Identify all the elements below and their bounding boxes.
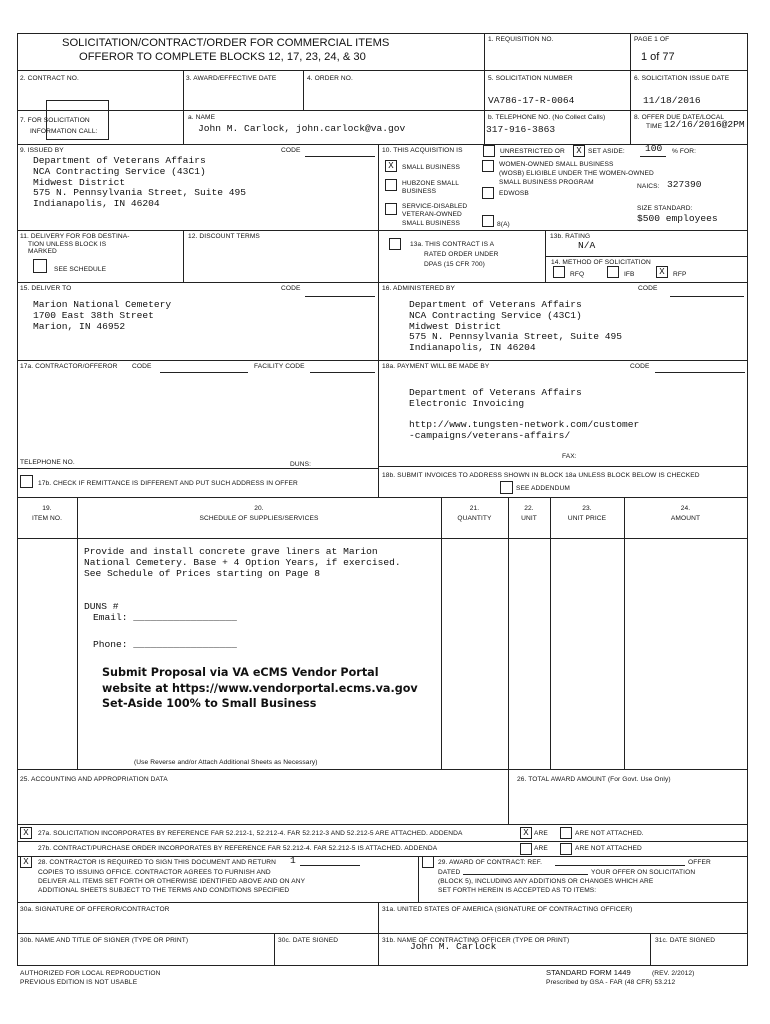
- contact-name[interactable]: John M. Carlock, john.carlock@va.gov: [198, 123, 406, 134]
- fob-label-2: TION UNLESS BLOCK IS: [28, 241, 107, 248]
- col-quantity: QUANTITY: [457, 515, 492, 522]
- addenda-27a-are-not-checkbox[interactable]: [560, 827, 572, 839]
- set-aside-percent[interactable]: 100: [645, 143, 663, 154]
- schedule-phone[interactable]: Phone: __________________: [93, 639, 237, 650]
- fax-label: FAX:: [562, 453, 577, 460]
- eight-a-checkbox[interactable]: [482, 215, 494, 227]
- award-line-3: (BLOCK 5), INCLUDING ANY ADDITIONS OR CHANGES WHICH ARE: [438, 878, 654, 885]
- time-label: TIME: [646, 123, 663, 130]
- hubzone-label-1: HUBZONE SMALL: [402, 180, 459, 187]
- col-21-number: 21.: [469, 505, 480, 512]
- signer-date-label: 30c. DATE SIGNED: [278, 937, 339, 944]
- solicitation-number[interactable]: VA786-17-R-0064: [488, 95, 575, 106]
- block28-line-4: ADDITIONAL SHEETS SUBJECT TO THE TERMS AND CONDITIONS SPECIFIED: [38, 887, 290, 894]
- reverse-sheets-note: (Use Reverse and/or Attach Additional Sheets as Necessary): [134, 759, 318, 766]
- wosb-label-2: (WOSB) ELIGIBLE UNDER THE WOMEN-OWNED: [499, 170, 654, 177]
- addenda-27a-are-not-label: ARE NOT ATTACHED.: [575, 830, 644, 837]
- officer-date-label: 31c. DATE SIGNED: [655, 937, 716, 944]
- schedule-duns: DUNS #: [84, 601, 119, 612]
- offer-label: OFFER: [688, 859, 711, 866]
- footer-reproduction: AUTHORIZED FOR LOCAL REPRODUCTION: [20, 970, 161, 977]
- payment-by-label: 18a. PAYMENT WILL BE MADE BY: [382, 363, 490, 370]
- col-19-number: 19.: [42, 505, 52, 512]
- addenda-27b-label: 27b. CONTRACT/PURCHASE ORDER INCORPORATES BY REFERENCE FAR 52.212-4. FAR 52.212-5 IS ATTACHED. ADDENDA: [38, 845, 438, 852]
- form-subtitle: OFFEROR TO COMPLETE BLOCKS 12, 17, 23, 24, & 30: [79, 51, 366, 63]
- officer-name[interactable]: John M. Carlock: [410, 941, 497, 952]
- unrestricted-label: UNRESTRICTED OR: [500, 148, 565, 155]
- acquisition-label: 10. THIS ACQUISITION IS: [382, 147, 463, 154]
- payment-code-label: CODE: [630, 363, 650, 370]
- ifb-checkbox[interactable]: [607, 266, 619, 278]
- your-offer-label: YOUR OFFER ON SOLICITATION: [591, 869, 696, 876]
- deliver-to-label: 15. DELIVER TO: [20, 285, 72, 292]
- wosb-checkbox[interactable]: [482, 160, 494, 172]
- accounting-label: 25. ACCOUNTING AND APPROPRIATION DATA: [20, 776, 168, 783]
- edwosb-checkbox[interactable]: [482, 187, 494, 199]
- wosb-label-1: WOMEN-OWNED SMALL BUSINESS: [499, 161, 614, 168]
- unrestricted-checkbox[interactable]: [483, 145, 495, 157]
- award-line-4: SET FORTH HEREIN IS ACCEPTED AS TO ITEMS:: [438, 887, 597, 894]
- rfp-checkbox[interactable]: X: [656, 266, 668, 278]
- contractor-label: 17a. CONTRACTOR/OFFEROR: [20, 363, 118, 370]
- small-business-label: SMALL BUSINESS: [402, 164, 460, 171]
- issued-by-code-label: CODE: [281, 147, 301, 154]
- rfq-label: RFQ: [570, 271, 585, 278]
- rated-label-2: RATED ORDER UNDER: [424, 251, 499, 258]
- page-count: 1 of 77: [641, 51, 675, 63]
- footer-prescribed: Prescribed by GSA - FAR (48 CFR) 53.212: [546, 979, 676, 986]
- deliver-to-code-label: CODE: [281, 285, 301, 292]
- facility-code-label: FACILITY CODE: [254, 363, 305, 370]
- award-checkbox[interactable]: [422, 856, 434, 868]
- addenda-27b-are-label: ARE: [534, 845, 548, 852]
- col-unit: UNIT: [521, 515, 537, 522]
- deliver-to-address[interactable]: Marion National Cemetery 1700 East 38th Street Marion, IN 46952: [33, 299, 172, 332]
- rated-label-3: DPAS (15 CFR 700): [424, 261, 485, 268]
- col-23-number: 23.: [582, 505, 592, 512]
- wosb-label-3: SMALL BUSINESS PROGRAM: [499, 179, 594, 186]
- submit-proposal-notice: Submit Proposal via VA eCMS Vendor Portal website at https://www.vendorportal.ecms.va.gov Set-Aside 100% to Small Business: [102, 666, 418, 710]
- order-no-label: 4. ORDER NO.: [307, 75, 353, 82]
- percent-for-label: % FOR:: [672, 148, 697, 155]
- size-standard-label: SIZE STANDARD:: [637, 205, 693, 212]
- issued-by-address[interactable]: Department of Veterans Affairs NCA Contracting Service (43C1) Midwest District 575 N. Pennsylvania Street, Suite 495 Indianapolis, IN 46204: [33, 155, 247, 210]
- contractor-sign-checkbox[interactable]: X: [20, 856, 32, 868]
- col-item-no: ITEM NO.: [31, 515, 63, 522]
- fob-label-1: 11. DELIVERY FOR FOB DESTINA-: [20, 233, 130, 240]
- see-schedule-checkbox[interactable]: [33, 259, 47, 273]
- sdvosb-label-3: SMALL BUSINESS: [402, 220, 460, 227]
- duns-label: DUNS:: [290, 461, 312, 468]
- schedule-description[interactable]: Provide and install concrete grave liners at Marion National Cemetery. Base + 4 Option Years, if exercised. See Schedule of Prices starting on Page 8: [84, 546, 401, 579]
- telephone-label: b. TELEPHONE NO. (No Collect Calls): [488, 114, 606, 121]
- addenda-27b-are-not-checkbox[interactable]: [560, 843, 572, 855]
- contractor-code-label: CODE: [132, 363, 152, 370]
- administered-by-address[interactable]: Department of Veterans Affairs NCA Contracting Service (43C1) Midwest District 575 N. Pennsylvania Street, Suite 495 Indianapolis, IN 46204: [409, 299, 623, 354]
- method-label: 14. METHOD OF SOLICITATION: [551, 259, 651, 266]
- addenda-27b-are-checkbox[interactable]: [520, 843, 532, 855]
- hubzone-label-2: BUSINESS: [402, 188, 437, 195]
- rated-label-1: 13a. THIS CONTRACT IS A: [410, 241, 495, 248]
- officer-name-label: 31b. NAME OF CONTRACTING OFFICER (TYPE OR PRINT): [382, 937, 570, 944]
- page-label: PAGE 1 OF: [634, 36, 670, 43]
- submit-invoices-label: 18b. SUBMIT INVOICES TO ADDRESS SHOWN IN BLOCK 18a UNLESS BLOCK BELOW IS CHECKED: [382, 472, 700, 479]
- col-unit-price: UNIT PRICE: [567, 515, 607, 522]
- col-20-number: 20.: [254, 505, 264, 512]
- telephone-no-label: TELEPHONE NO.: [20, 459, 75, 466]
- fob-label-3: MARKED: [28, 248, 57, 255]
- sdvosb-checkbox[interactable]: [385, 203, 397, 215]
- contract-no-label: 2. CONTRACT NO.: [20, 75, 79, 82]
- small-business-checkbox[interactable]: X: [385, 160, 397, 172]
- contact-phone[interactable]: 317-916-3863: [486, 124, 556, 135]
- col-24-number: 24.: [680, 505, 691, 512]
- see-addendum-label: SEE ADDENDUM: [516, 485, 570, 492]
- addenda-27a-are-checkbox[interactable]: X: [520, 827, 532, 839]
- sdvosb-label-1: SERVICE-DISABLED: [402, 203, 468, 210]
- form-title: SOLICITATION/CONTRACT/ORDER FOR COMMERCIAL ITEMS: [62, 37, 390, 49]
- administered-by-label: 16. ADMINISTERED BY: [382, 285, 455, 292]
- col-22-number: 22.: [524, 505, 534, 512]
- information-call-label: INFORMATION CALL:: [30, 128, 98, 135]
- set-aside-label: SET ASIDE:: [588, 148, 625, 155]
- addenda-27a-checkbox[interactable]: X: [20, 827, 32, 839]
- dated-label: DATED: [438, 869, 461, 876]
- rfq-checkbox[interactable]: [553, 266, 565, 278]
- naics-code[interactable]: 327390: [667, 179, 702, 190]
- offeror-signature-label: 30a. SIGNATURE OF OFFEROR/CONTRACTOR: [20, 906, 170, 913]
- award-ref-label: 29. AWARD OF CONTRACT: REF.: [438, 859, 543, 866]
- signer-name-label: 30b. NAME AND TITLE OF SIGNER (TYPE OR PRINT): [20, 937, 189, 944]
- size-standard[interactable]: $500 employees: [637, 213, 718, 224]
- rfp-label: RFP: [673, 271, 687, 278]
- award-date-label: 3. AWARD/EFFECTIVE DATE: [186, 75, 277, 82]
- discount-terms-label: 12. DISCOUNT TERMS: [188, 233, 260, 240]
- requisition-label: 1. REQUISITION NO.: [488, 36, 554, 43]
- addenda-27a-are-label: ARE: [534, 830, 548, 837]
- officer-signature-label: 31a. UNITED STATES OF AMERICA (SIGNATURE OF CONTRACTING OFFICER): [382, 906, 633, 913]
- payment-address[interactable]: Department of Veterans Affairs Electronic Invoicing http://www.tungsten-network.com/customer -campaigns/veterans-affairs/: [409, 387, 640, 442]
- col-amount: AMOUNT: [670, 515, 701, 522]
- set-aside-checkbox[interactable]: X: [573, 145, 585, 157]
- footer-previous-edition: PREVIOUS EDITION IS NOT USABLE: [20, 979, 138, 986]
- sdvosb-label-2: VETERAN-OWNED: [402, 211, 462, 218]
- total-award-label: 26. TOTAL AWARD AMOUNT (For Govt. Use Only): [517, 776, 671, 783]
- naics-label: NAICS:: [637, 183, 660, 190]
- block28-line-3: DELIVER ALL ITEMS SET FORTH OR OTHERWISE IDENTIFIED ABOVE AND ON ANY: [38, 878, 306, 885]
- administered-by-code-label: CODE: [638, 285, 658, 292]
- addenda-27a-label: 27a. SOLICITATION INCORPORATES BY REFERENCE FAR 52.212-1, 52.212-4. FAR 52.212-3 AND 52.212-5 ARE ATTACHED. ADDENDA: [38, 830, 463, 837]
- rating-label: 13b. RATING: [550, 233, 591, 240]
- rating-value[interactable]: N/A: [578, 240, 596, 251]
- schedule-email[interactable]: Email: __________________: [93, 612, 237, 623]
- see-addendum-checkbox[interactable]: [500, 481, 513, 494]
- block28-line-2: COPIES TO ISSUING OFFICE. CONTRACTOR AGREES TO FURNISH AND: [38, 869, 271, 876]
- hubzone-checkbox[interactable]: [385, 179, 397, 191]
- col-schedule: SCHEDULE OF SUPPLIES/SERVICES: [199, 515, 319, 522]
- block28-line-1: 28. CONTRACTOR IS REQUIRED TO SIGN THIS DOCUMENT AND RETURN: [38, 859, 276, 866]
- remittance-label: 17b. CHECK IF REMITTANCE IS DIFFERENT AND PUT SUCH ADDRESS IN OFFER: [38, 480, 298, 487]
- offer-due-label: 8. OFFER DUE DATE/LOCAL: [634, 114, 725, 121]
- copies-count[interactable]: 1: [290, 855, 296, 866]
- for-solicitation-label: 7. FOR SOLICITATION: [20, 117, 90, 124]
- name-label: a. NAME: [188, 114, 216, 121]
- footer-form-number: STANDARD FORM 1449: [546, 968, 631, 977]
- offer-due-date[interactable]: 12/16/2016@2PM: [664, 119, 745, 130]
- issued-by-label: 9. ISSUED BY: [20, 147, 64, 154]
- ifb-label: IFB: [624, 271, 635, 278]
- issue-date-label: 6. SOLICITATION ISSUE DATE: [634, 75, 730, 82]
- issue-date[interactable]: 11/18/2016: [643, 95, 701, 106]
- addenda-27b-are-not-label: ARE NOT ATTACHED: [575, 845, 642, 852]
- eight-a-label: 8(A): [497, 221, 510, 228]
- edwosb-label: EDWOSB: [499, 190, 529, 197]
- see-schedule-label: SEE SCHEDULE: [54, 266, 107, 273]
- rated-order-checkbox[interactable]: [389, 238, 401, 250]
- solicitation-number-label: 5. SOLICITATION NUMBER: [488, 75, 573, 82]
- remittance-checkbox[interactable]: [20, 475, 33, 488]
- footer-revision: (REV. 2/2012): [652, 970, 695, 977]
